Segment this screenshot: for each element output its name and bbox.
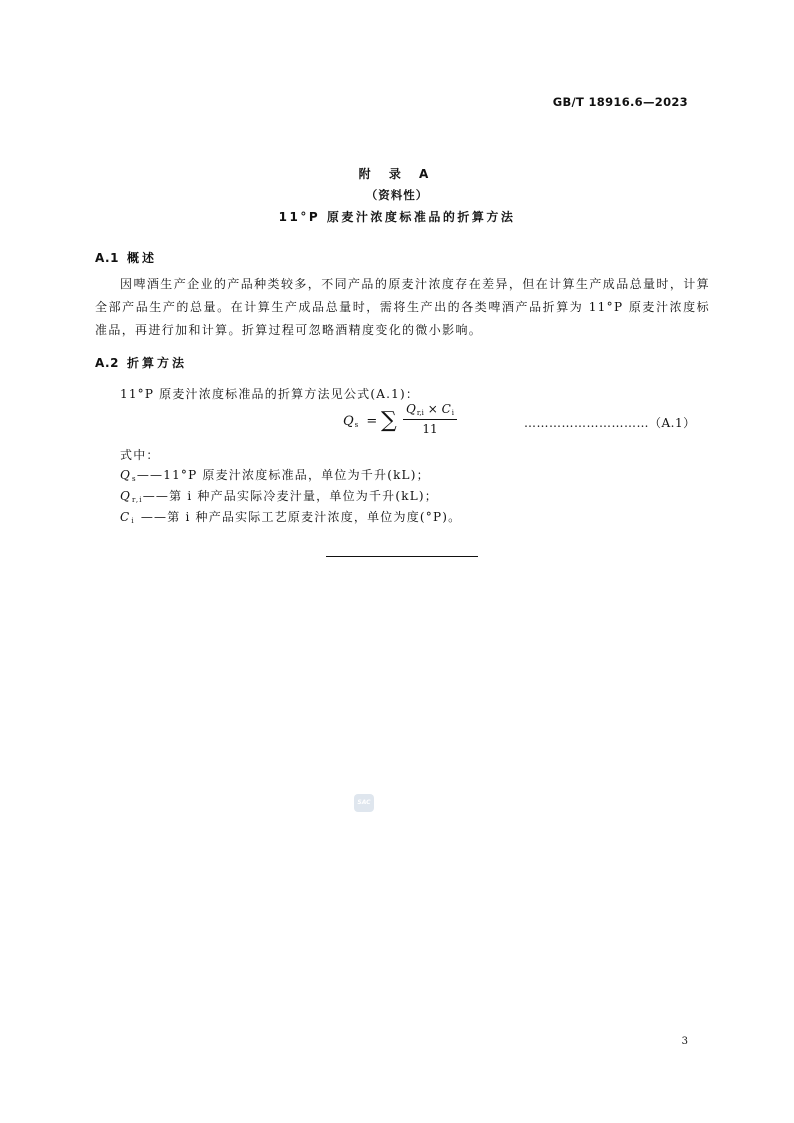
page-number: 3 [681,1036,688,1047]
where-label: 式中： [120,448,160,462]
variable-def-qs: $Q_s——11^\circ P$ 原麦汁浓度标准品，单位为千升(kL)； [120,468,430,483]
annex-type: （资料性） [365,188,429,202]
sum-symbol: ∑ [381,408,397,433]
formula-numerator: $Q_{r,i} \times C_i$ [403,402,457,420]
variable-def-qri: $Q_{r,i}——$第 i 种产品实际冷麦汁量，单位为千升(kL)； [120,489,438,504]
end-rule [326,556,478,557]
section-title: 概述 [127,251,158,265]
sac-watermark-logo: SAC [354,794,374,812]
formula-fraction [403,402,457,436]
annex-title: 附 录 A [358,167,436,181]
equation-number: …………………………（A.1） [524,416,696,430]
annex-heading: 11°P 原麦汁浓度标准品的折算方法 [278,210,516,224]
section-number: A.2 [95,356,119,370]
section-title: 折算方法 [127,356,188,370]
formula-denominator: 11 [422,422,438,436]
section-heading-a2 [95,354,187,371]
section-a1-paragraph [95,250,710,342]
section-number: A.1 [95,251,119,265]
standard-code: GB/T 18916.6—2023 [552,95,688,109]
formula-intro: 11°P 原麦汁浓度标准品的折算方法见公式(A.1)： [120,387,420,401]
variable-def-ci: $C_i$ ——第 i 种产品实际工艺原麦汁浓度，单位为度(°P)。 [120,510,462,525]
paragraph-text: 因啤酒生产企业的产品种类较多，不同产品的原麦汁浓度存在差异，但在计算生产成品总量时，计算全部产品生产的总量。在计算生产成品总量时，需将生产出的各类啤酒产品折算为 11°P 原麦汁浓度标准品，再进行加和计算。折算过程可忽略酒精度变化的微小影响。 [95,277,710,337]
formula-lhs: $Q_s$ = [343,414,378,429]
